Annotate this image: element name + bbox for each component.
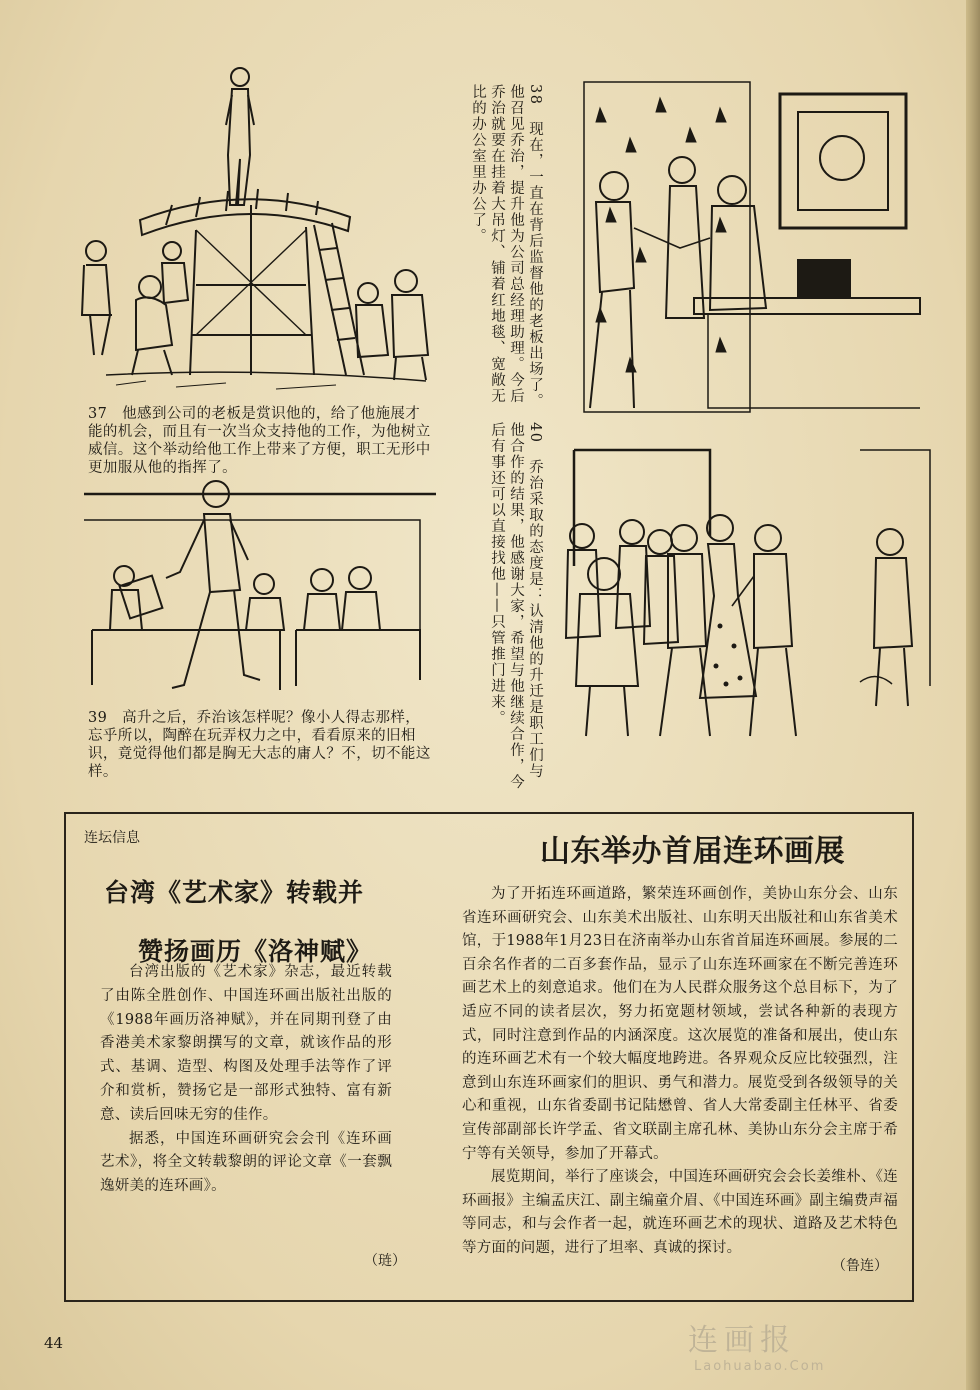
- right-article-para2: 展览期间，举行了座谈会，中国连环画研究会会长姜维朴、《连环画报》主编孟庆江、副主编童介眉、《中国连环画》副主编费声福等同志，和与会作者一起，就连环画艺术的现状、道路及艺术特色等方面的问题，进行了坦率、真诚的探讨。: [462, 1169, 898, 1256]
- watermark: [688, 1315, 825, 1374]
- caption-38: 38 现在，一直在背后监督他的老板出场了。他召见乔治，提升他为公司总经理助理。今后乔治就要在挂着大吊灯、铺着红地毯、宽敞无比的办公室里办公了。: [470, 84, 543, 410]
- left-article-signature: （琏）: [364, 1253, 406, 1269]
- left-article-para2: 据悉，中国连环画研究会会刊《连环画艺术》，将全文转载黎朗的评论文章《一套飘逸妍美的连环画》。: [100, 1130, 392, 1195]
- page-number: 44: [44, 1334, 64, 1352]
- illustration-38: [570, 78, 925, 418]
- watermark-url: Laohuabao.Com: [694, 1359, 826, 1374]
- caption-40: 40 乔治采取的态度是：认清他的升迁是职工们与他合作的结果，他感谢大家，希望与他继续合作，今后有事还可以直接找他——只管推门进来。: [489, 422, 543, 790]
- right-article-title: 山东举办首届连环画展: [540, 834, 845, 869]
- left-article-body: [100, 961, 392, 1199]
- illustration-40: [560, 446, 936, 746]
- right-article-para1: 为了开拓连环画道路，繁荣连环画创作，美协山东分会、山东省连环画研究会、山东美术出版社、山东明天出版社和山东省美术馆，于1988年1月23日在济南举办山东省首届连环画展。参展的二百余名作者的二百多套作品，显示了山东连环画家在不断完善连环画艺术上的刻意追求。他们在为人民群众服务这个总目标下，为了适应不同的读者层次，努力拓宽题材领域，尝试各种新的表现方式，同时注意到作品的内涵深度。这次展览的准备和展出，使山东的连环画艺术有一个较大幅度地跨进。各界观众反应比较强烈，注意到山东连环画家们的胆识、勇气和潜力。展览受到各级领导的关心和重视，山东省委副书记陆懋曾、省人大常委副主任林平、省委宣传部副部长许学孟、省文联副主席孔林、美协山东分会主席于希宁等有关领导，参加了开幕式。: [462, 886, 898, 1162]
- caption-39: 39 高升之后，乔治该怎样呢？像小人得志那样，忘乎所以，陶醉在玩弄权力之中，看看原来的旧相识，竟觉得他们都是胸无大志的庸人？不，切不能这样。: [88, 710, 431, 780]
- left-article-para1: 台湾出版的《艺术家》杂志，最近转载了由陈全胜创作、中国连环画出版社出版的《1988年画历洛神赋》，并在同期刊登了由香港美术家黎朗撰写的文章，就该作品的形式、基调、造型、构图及处理手法等作了评介和赏析，赞扬它是一部形式独特、富有新意、读后回味无穷的佳作。: [100, 964, 392, 1123]
- caption-37: 37 他感到公司的老板是赏识他的，给了他施展才能的机会，而且有一次当众支持他的工作，为他树立威信。这个举动给他工作上带来了方便，职工无形中更加服从他的指挥了。: [88, 406, 431, 476]
- watermark-logo: 连画报: [688, 1323, 796, 1358]
- page-edge: [966, 0, 980, 1390]
- right-article-signature: （鲁连）: [832, 1258, 888, 1274]
- section-tag: 连坛信息: [84, 830, 140, 846]
- right-article-body: [462, 883, 898, 1261]
- left-article-title-line1: 台湾《艺术家》转载并: [104, 878, 365, 907]
- left-article-title-line2: 赞扬画历《洛神赋》: [138, 937, 373, 966]
- illustration-37: [76, 55, 438, 395]
- illustration-39: [84, 480, 436, 705]
